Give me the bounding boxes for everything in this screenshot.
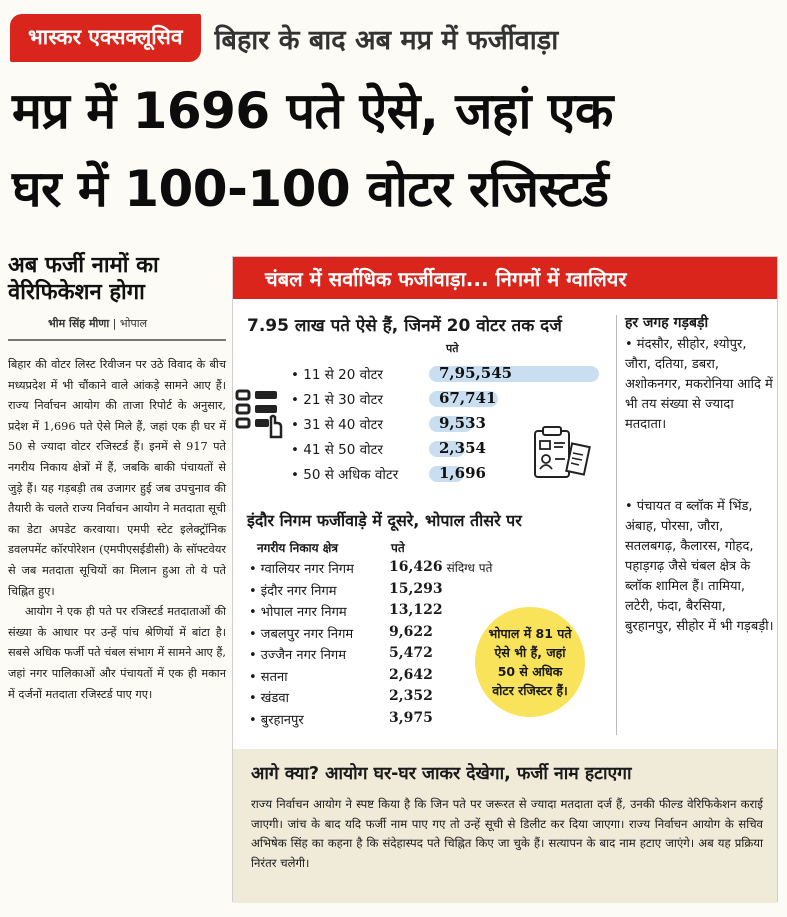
voter-range-value: 2,354 — [439, 439, 486, 457]
article-paragraph-1: बिहार की वोटर लिस्ट रिवीजन पर उठे विवाद के बीच मध्यप्रदेश में भी चौंकाने वाले आंकड़े सामने आए हैं। राज्य निर्वाचन आयोग की ताजा रिपोर्ट के अनुसार, प्रदेश में 1,696 पते ऐसे मिले हैं, जहां एक ही घर में 50 से ज्यादा वोटर रजिस्टर्ड हैं। इनमें से 917 पते नगरीय निकाय क्षेत्रों में हैं, जबकि बाकी पंचायतों से जुड़े हैं। यह गड़बड़ी तब उजागर हुई जब उपचुनाव की तैयारी के चलते राज्य निर्वाचन आयोग ने मतदाता सूची का डेटा अपडेट करवाया। एमपी स्टेट इलेक्ट्रॉनिक डवलपमेंट कॉरपोरेशन (एमपीएसईडीसी) के सॉफ्टवेयर से जब मतदाता सूचियों का मिलान हुआ तो ये पते चिह्नित हुए। — [8, 358, 226, 598]
voter-id-card-icon — [529, 425, 593, 489]
exclusive-tag: भास्कर एक्सक्लूसिव — [10, 14, 201, 62]
author-name: भीम सिंह मीणा — [48, 317, 110, 330]
corporation-row — [249, 645, 433, 666]
sidebar-text-blocks: • पंचायत व ब्लॉक में भिंड, अंबाह, पोरसा, जौरा, सतलबगढ़, कैलारस, गोहद, पहाड़गढ़ जैसे चंबल क्षेत्र के ब्लॉक शामिल हैं। तामिया, लटेरी, फंदा, बैरसिया, बुरहानपुर, सीहोर में भी गड़बड़ी। — [625, 499, 774, 634]
whats-next-title: आगे क्या? आयोग घर-घर जाकर देखेगा, फर्जी नाम हटाएगा — [251, 764, 632, 784]
voter-range-bar — [429, 366, 599, 382]
corporation-count: 2,352 — [389, 688, 433, 704]
header-count: पते — [391, 541, 405, 555]
voter-range-value: 9,533 — [439, 414, 486, 432]
voter-range-label: • 11 से 20 वोटर — [291, 367, 383, 383]
voter-range-row — [291, 388, 497, 410]
corporation-row — [249, 602, 443, 623]
corporation-count: 3,975 — [389, 709, 433, 726]
voter-range-value: 1,696 — [439, 464, 486, 482]
voter-range-bar — [429, 439, 486, 457]
corporation-row — [249, 624, 433, 645]
column-header-addresses: पते — [446, 342, 459, 355]
voter-range-row — [291, 363, 513, 385]
corporation-name: • उज्जैन नगर निगम — [249, 648, 347, 663]
voter-range-label: • 41 से 50 वोटर — [291, 442, 383, 458]
voter-range-label: • 31 से 40 वोटर — [291, 417, 383, 433]
voter-list-icon — [235, 385, 285, 441]
headline-line-1: मप्र में 1696 पते ऐसे, जहां एक — [12, 82, 613, 140]
corporation-count: 9,622 — [389, 623, 433, 640]
corporation-name: • ग्वालियर नगर निगम — [249, 562, 354, 577]
subhead-line-1: अब फर्जी नामों का — [8, 253, 159, 278]
corporation-row — [249, 688, 433, 709]
bhopal-callout: भोपाल में 81 पते ऐसे भी हैं, जहां 50 से अधिक वोटर रजिस्टर हैं। — [475, 607, 585, 717]
corporation-count: 5,472 — [389, 645, 433, 661]
corporation-row — [249, 581, 443, 602]
whats-next-body: राज्य निर्वाचन आयोग ने स्पष्ट किया है कि जिन पते पर जरूरत से ज्यादा मतदाता दर्ज हैं, उनकी फील्ड वेरिफिकेशन कराई जाएगी। जांच के बाद यदि फर्जी नाम पाए गए तो उन्हें सूची से डिलीट कर दिया जाएगा। राज्य निर्वाचन आयोग के सचिव अभिषेक सिंह का कहना है कि संदेहास्पद पते चिह्नित किए जा चुके हैं। सत्यापन के बाद नाम हटाए जाएंगे। अब यह प्रक्रिया निरंतर चलेगी। — [251, 797, 763, 870]
corporation-name: • खंडवा — [249, 691, 289, 706]
section-title-corporations: इंदौर निगम फर्जीवाड़े में दूसरे, भोपाल तीसरे पर — [247, 511, 522, 530]
subhead-line-2: वेरिफिकेशन होगा — [8, 280, 145, 305]
voter-range-row — [291, 413, 486, 435]
infographic-banner: चंबल में सर्वाधिक फर्जीवाड़ा... निगमों में ग्वालियर — [233, 257, 777, 299]
column-divider — [616, 315, 617, 735]
voter-range-label: • 21 से 30 वोटर — [291, 392, 383, 408]
article-body — [8, 355, 226, 705]
corporation-name: • जबलपुर नगर निगम — [249, 626, 354, 642]
corporation-count: 15,293 — [389, 580, 443, 597]
sidebar-everywhere — [625, 313, 775, 634]
headline-line-2: घर में 100-100 वोटर रजिस्टर्ड — [12, 160, 609, 218]
header-area: नगरीय निकाय क्षेत्र — [257, 541, 339, 555]
infographic-box — [232, 256, 778, 902]
dateline: भोपाल — [119, 317, 148, 330]
article-column — [8, 252, 226, 907]
voter-range-bar — [429, 414, 486, 432]
header-bar — [10, 10, 777, 66]
voter-range-row — [291, 438, 486, 460]
voter-range-value: 67,741 — [439, 389, 497, 407]
corporation-name: • सतना — [249, 669, 288, 685]
voter-range-value: 7,95,545 — [439, 364, 513, 382]
article-subhead — [8, 252, 226, 306]
corporation-row — [249, 710, 433, 731]
corporation-name: • भोपाल नगर निगम — [249, 605, 347, 620]
whats-next-box — [233, 749, 777, 903]
sidebar-title: हर जगह गड़बड़ी — [625, 315, 709, 331]
byline: भीम सिंह मीणा | भोपाल — [48, 317, 148, 330]
corporation-row — [249, 559, 492, 580]
voter-range-label: • 50 से अधिक वोटर — [291, 467, 399, 483]
corporation-name: • इंदौर नगर निगम — [249, 583, 337, 599]
corporation-row — [249, 667, 433, 688]
section-title-voters: 7.95 लाख पते ऐसे हैं, जिनमें 20 वोटर तक दर्ज — [247, 316, 562, 336]
corporation-count-suffix: संदिग्ध पते — [446, 561, 493, 575]
kicker: बिहार के बाद अब मप्र में फर्जीवाड़ा — [214, 24, 559, 56]
article-paragraph-2: आयोग ने एक ही पते पर रजिस्टर्ड मतदाताओं की संख्या के आधार पर उन्हें पांच श्रेणियों में बांटा है। सबसे अधिक फर्जी पते चंबल संभाग में सामने आए हैं, जहां नगर पालिकाओं और पंचायतों में एक ही मकान में दर्जनों मतदाता रजिस्टर्ड पाए गए। — [8, 605, 226, 701]
headline — [12, 72, 782, 228]
corporation-name: • बुरहानपुर — [249, 712, 304, 728]
corporation-table-header — [257, 539, 405, 556]
voter-range-bar — [429, 391, 498, 407]
voter-range-bar — [429, 464, 486, 482]
corporation-count: 16,426 — [389, 559, 443, 575]
sidebar-text-cities: • मंदसौर, सीहोर, श्योपुर, जौरा, दतिया, डबरा, अशोकनगर, मकरोनिया आदि में भी तय संख्या से ज्यादा मतदाता। — [625, 337, 773, 432]
voter-range-row — [291, 463, 486, 485]
divider — [8, 339, 226, 341]
corporation-count: 2,642 — [389, 666, 433, 683]
corporation-count: 13,122 — [389, 602, 443, 618]
